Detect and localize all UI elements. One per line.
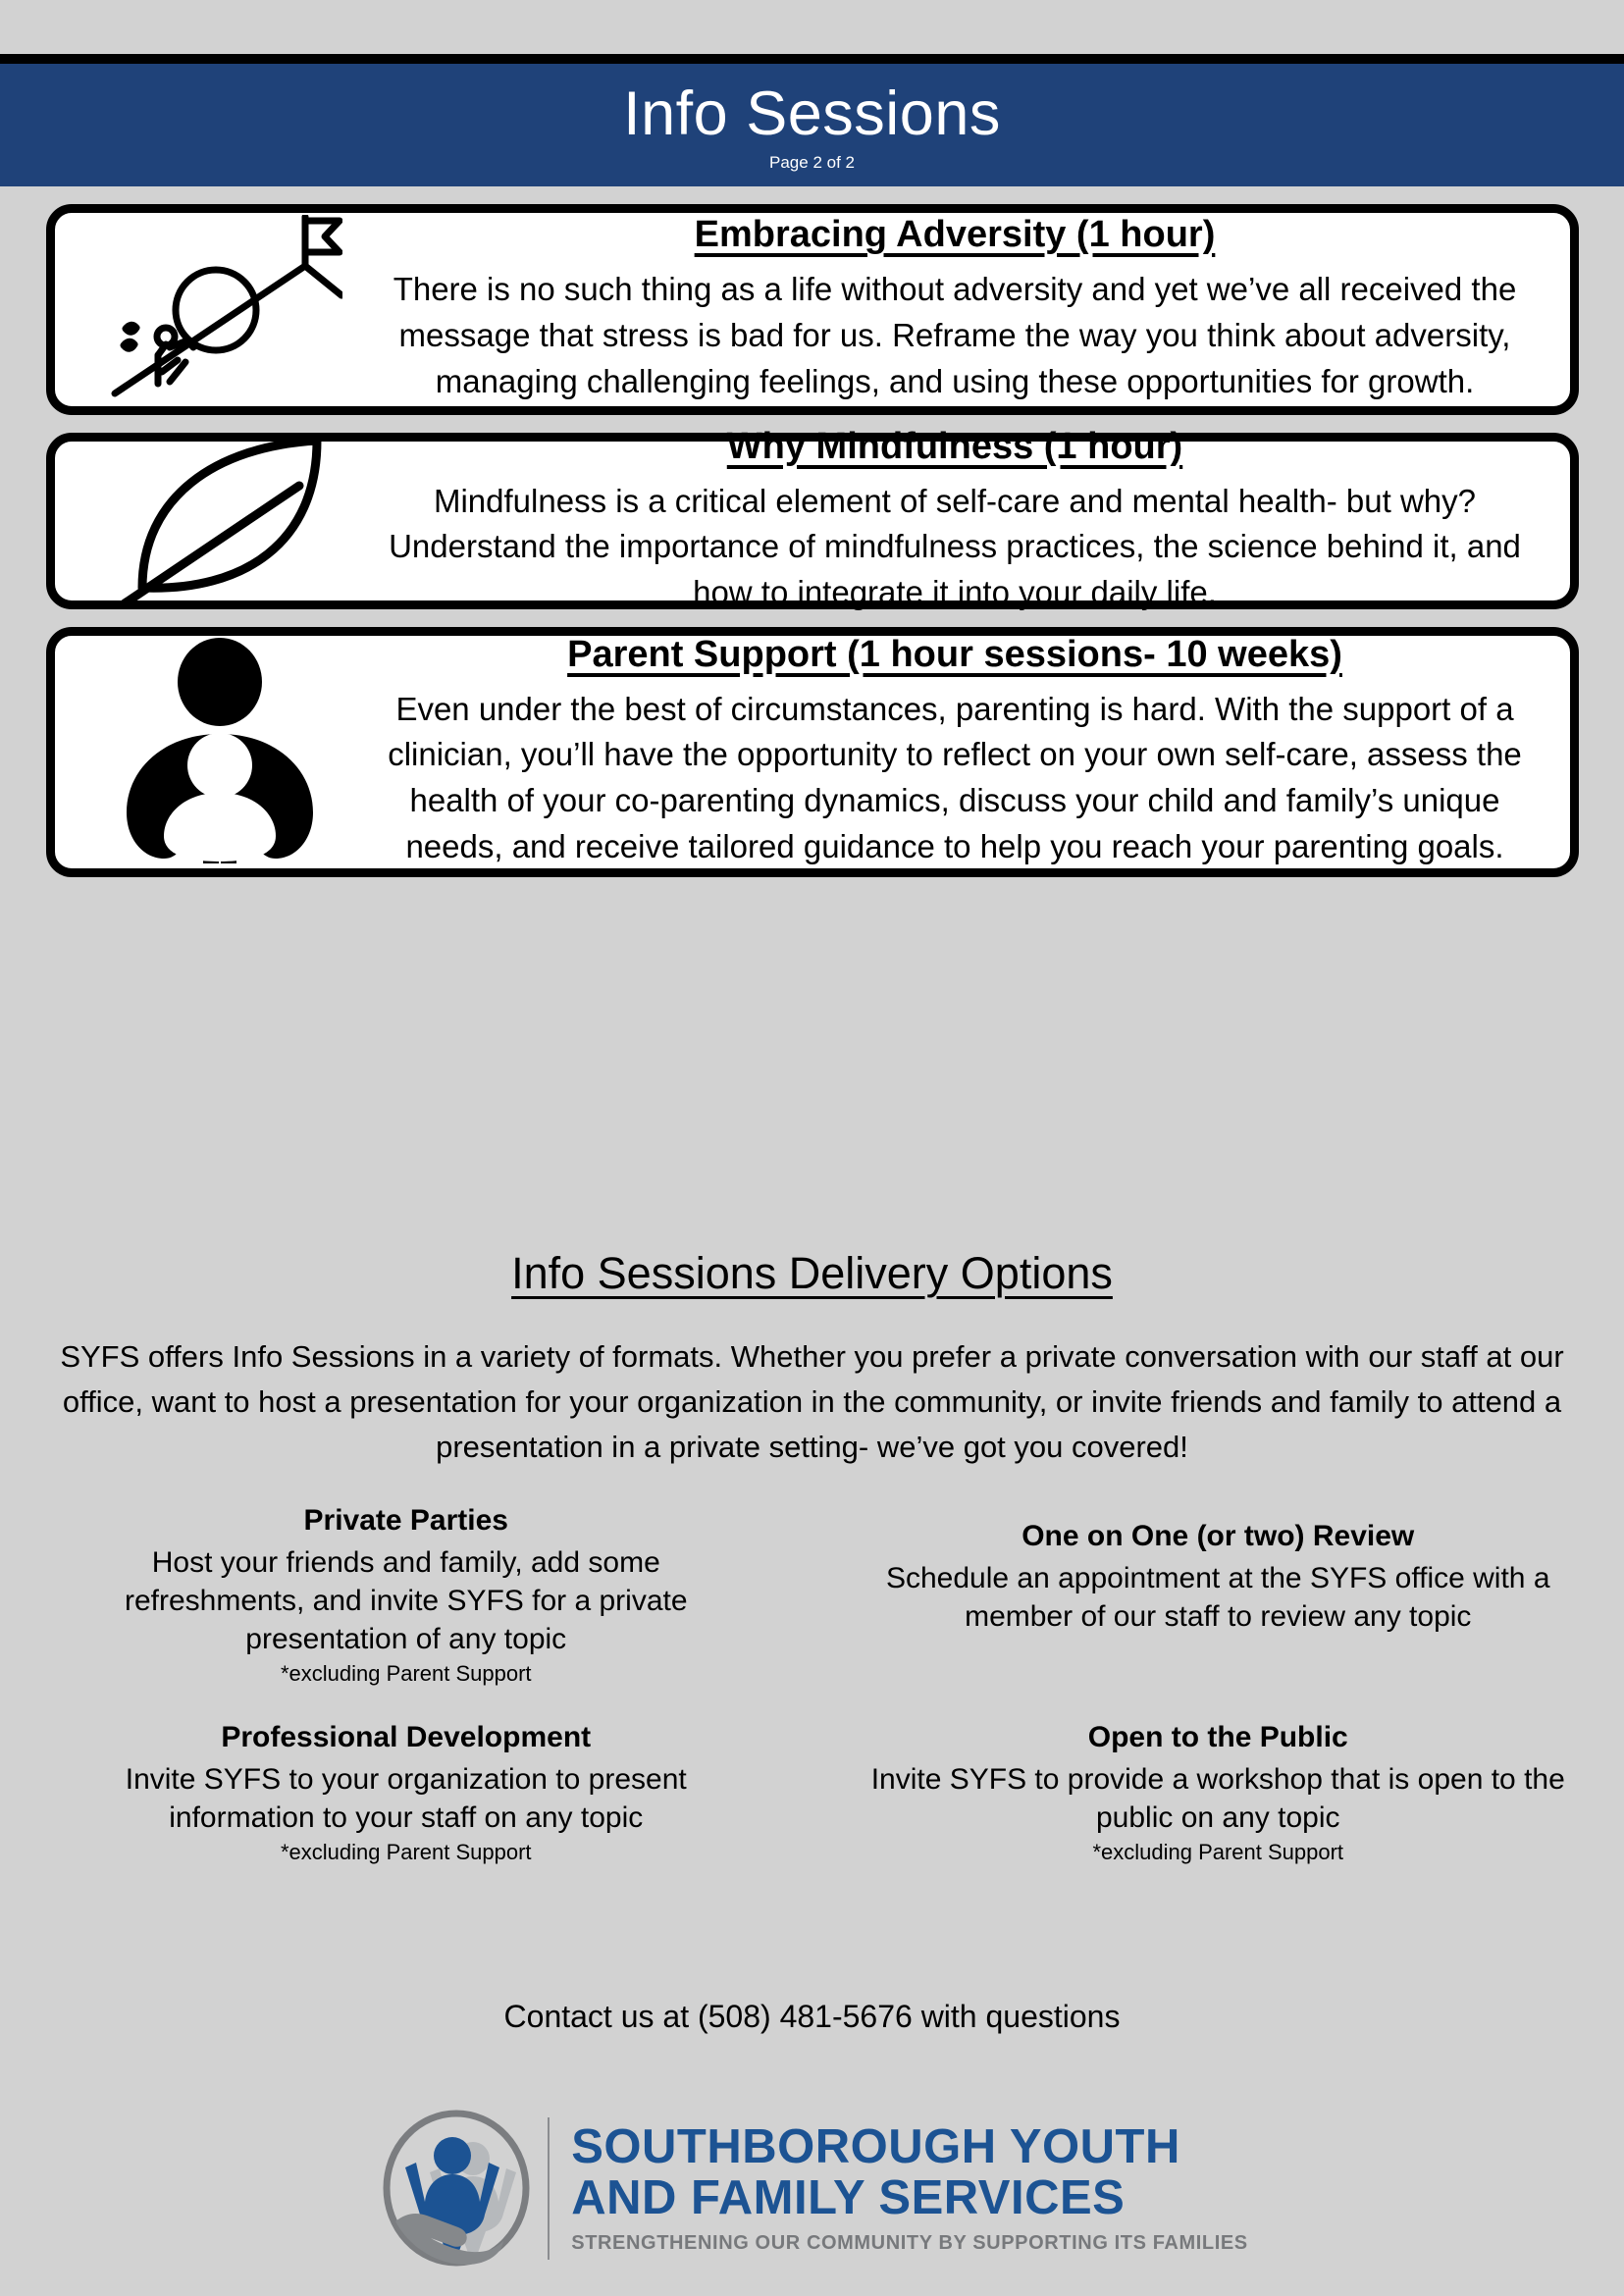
session-description: There is no such thing as a life without adversity and yet we’ve all received the message that stress is bad for us. Reframe the way you think about adversity, managing challenging feelings, and using these opportunities for growth. bbox=[393, 271, 1517, 399]
session-card-parent-support bbox=[46, 627, 1579, 877]
option-description: Host your friends and family, add some refreshments, and invite SYFS for a private presentation of any topic bbox=[124, 1546, 688, 1655]
delivery-options-grid bbox=[0, 1501, 1624, 1866]
option-description: Invite SYFS to provide a workshop that is open to the public on any topic bbox=[870, 1762, 1565, 1834]
option-title: Private Parties bbox=[303, 1504, 508, 1537]
logo-tagline: STRENGTHENING OUR COMMUNITY BY SUPPORTING ITS FAMILIES bbox=[571, 2231, 1248, 2254]
parent-support-icon-container bbox=[73, 638, 367, 863]
page-indicator: Page 2 of 2 bbox=[769, 153, 855, 172]
session-title: Parent Support (1 hour sessions- 10 weeks) bbox=[567, 633, 1342, 675]
logo-divider bbox=[548, 2117, 550, 2260]
option-title: Open to the Public bbox=[1087, 1720, 1348, 1753]
person-pushing-boulder-uphill-to-flag-icon bbox=[97, 215, 342, 401]
option-note: *excluding Parent Support bbox=[280, 1661, 532, 1686]
leaf-icon bbox=[107, 429, 333, 610]
mindfulness-card-body bbox=[367, 422, 1548, 616]
delivery-option-one-on-one-review bbox=[812, 1501, 1624, 1689]
delivery-option-private-parties bbox=[0, 1501, 812, 1689]
session-title: Embracing Adversity (1 hour) bbox=[694, 214, 1216, 256]
session-card-why-mindfulness bbox=[46, 425, 1579, 611]
parent-holding-baby-icon bbox=[127, 638, 313, 863]
option-description: Schedule an appointment at the SYFS office with a member of our staff to review any topic bbox=[885, 1562, 1550, 1633]
option-title: Professional Development bbox=[221, 1720, 592, 1753]
mindfulness-icon-container bbox=[73, 429, 367, 610]
page-header bbox=[0, 54, 1624, 186]
header-top-rule bbox=[0, 54, 1624, 64]
header-banner bbox=[0, 64, 1624, 186]
page-title: Info Sessions bbox=[623, 79, 1001, 148]
delivery-option-open-to-the-public bbox=[812, 1718, 1624, 1867]
session-card-list bbox=[46, 204, 1579, 895]
person-with-raised-arms-in-hand-circle-logo bbox=[376, 2108, 538, 2270]
organization-logo bbox=[0, 2108, 1624, 2270]
session-description: Even under the best of circumstances, parenting is hard. With the support of a clinician, you’ll have the opportunity to reflect on your own self-care, assess the health of your co-parenting dynamics, discuss your child and family’s unique needs, and receive tailored guidance to help you reach your parenting goals. bbox=[388, 690, 1522, 865]
logo-text-block bbox=[571, 2122, 1247, 2255]
adversity-icon-container bbox=[73, 215, 367, 401]
delivery-options-intro: SYFS offers Info Sessions in a variety of formats. Whether you prefer a private conversation with our staff at our office, want to host a presentation for your organization in the community, or invite friends and family to attend a presentation in a private setting- we’ve got you covered! bbox=[60, 1339, 1564, 1464]
adversity-card-body bbox=[367, 210, 1548, 404]
delivery-options-heading: Info Sessions Delivery Options bbox=[511, 1248, 1113, 1298]
delivery-options-section bbox=[0, 1248, 1624, 1470]
contact-line: Contact us at (508) 481-5676 with questions bbox=[503, 1999, 1121, 2034]
option-description: Invite SYFS to your organization to present information to your staff on any topic bbox=[125, 1762, 687, 1834]
parent-support-card-body bbox=[367, 630, 1548, 870]
session-title: Why Mindfulness (1 hour) bbox=[726, 425, 1183, 467]
delivery-option-professional-development bbox=[0, 1718, 812, 1867]
option-note: *excluding Parent Support bbox=[1092, 1839, 1344, 1864]
session-card-embracing-adversity bbox=[46, 204, 1579, 415]
session-description: Mindfulness is a critical element of self-care and mental health- but why? Understand the importance of mindfulness practices, the science behind it, and how to integrate it into your daily life. bbox=[389, 482, 1521, 611]
option-title: One on One (or two) Review bbox=[1022, 1520, 1415, 1552]
logo-line-2: AND FAMILY SERVICES bbox=[571, 2170, 1126, 2224]
logo-line-1: SOUTHBOROUGH YOUTH bbox=[571, 2120, 1180, 2174]
option-note: *excluding Parent Support bbox=[280, 1839, 532, 1864]
